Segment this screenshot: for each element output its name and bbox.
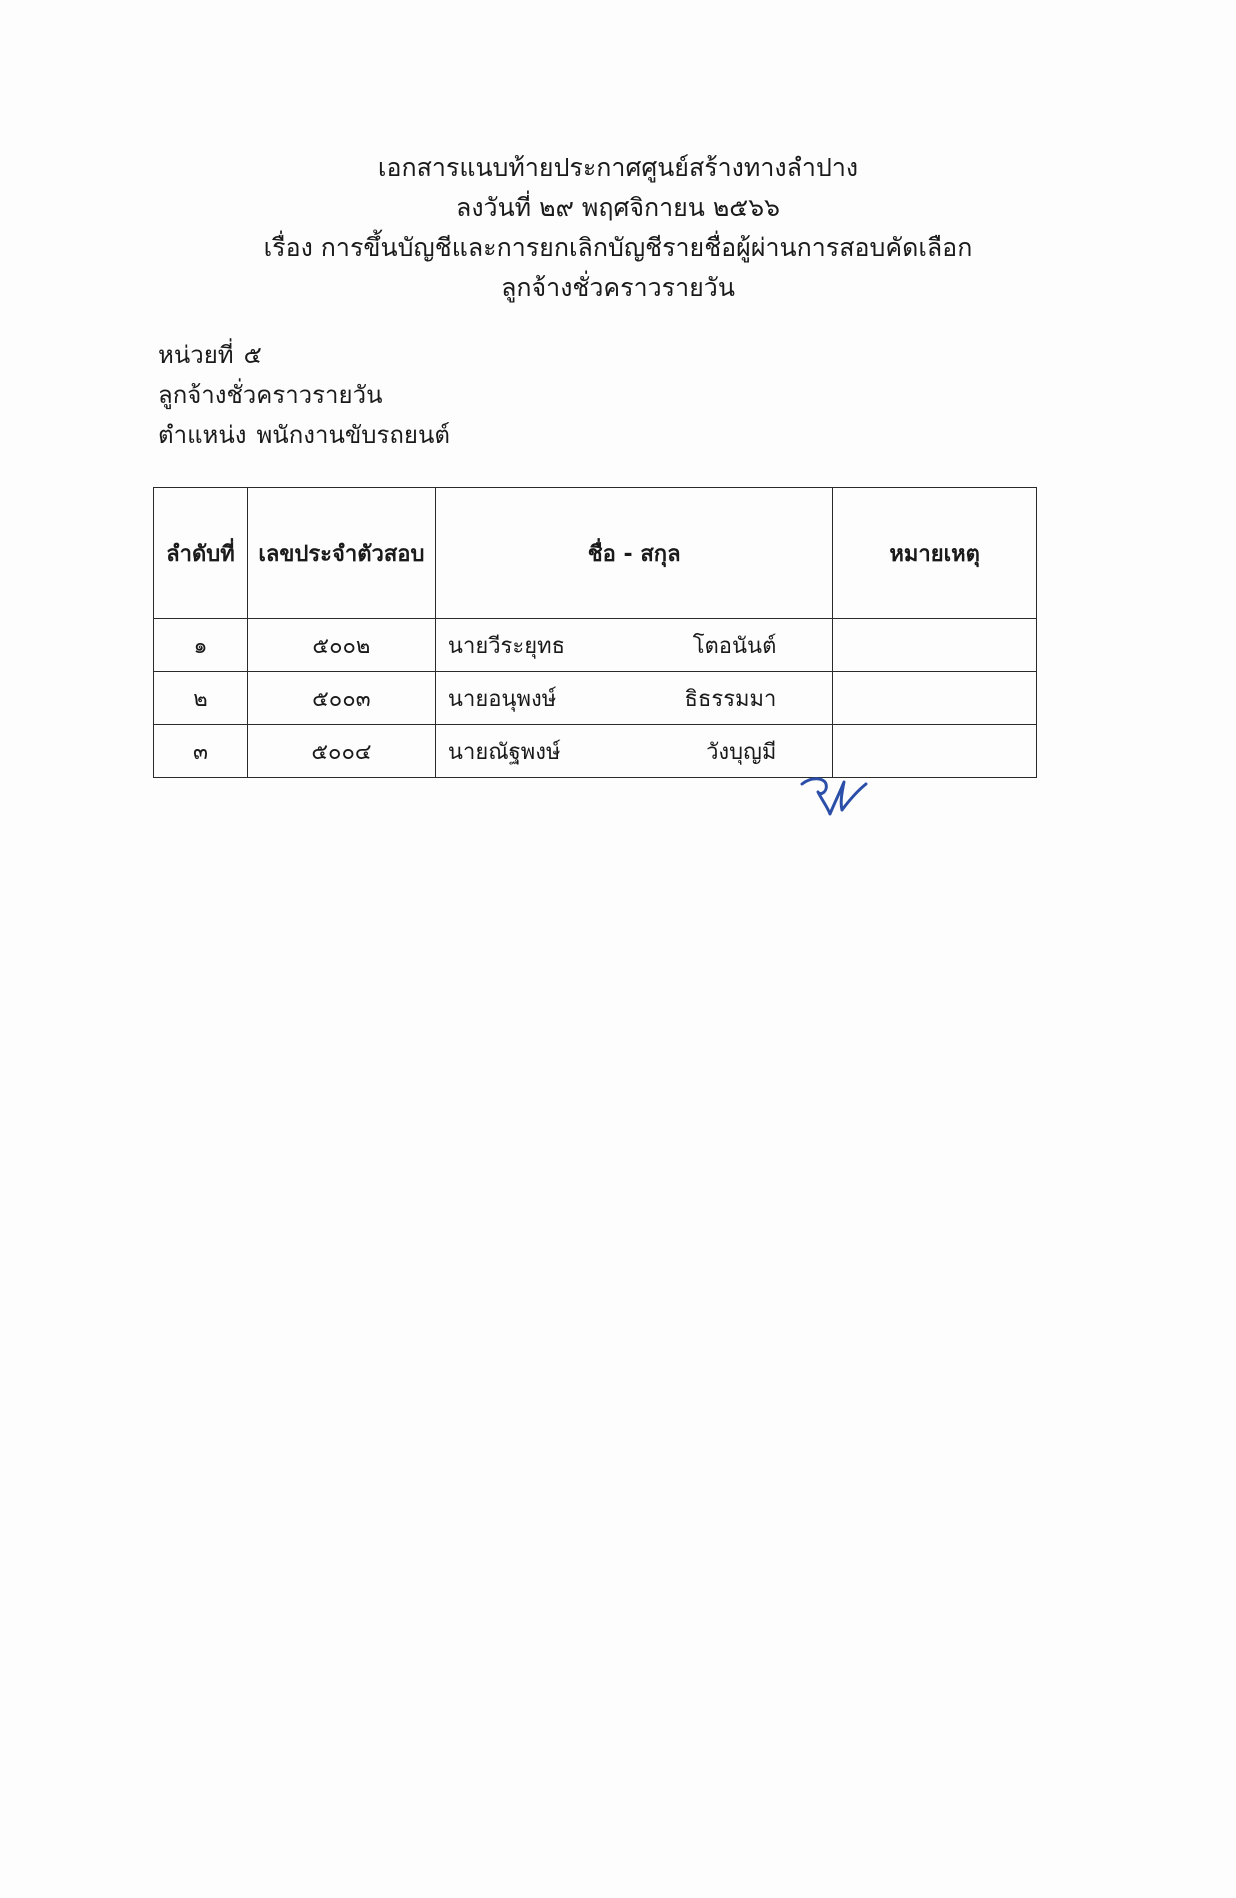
employment-type-line: ลูกจ้างชั่วคราวรายวัน: [158, 381, 383, 409]
signature-mark: [800, 770, 870, 820]
unit-label: หน่วยที่: [158, 341, 234, 369]
header-title: เอกสารแนบท้ายประกาศศูนย์สร้างทางลำปาง: [377, 153, 859, 182]
first-name: นายอนุพงษ์: [447, 686, 557, 712]
cell-name: [435, 619, 832, 672]
unit-value: ๕: [243, 341, 262, 369]
cell-order: ๒: [154, 672, 248, 725]
position-value: พนักงานขับรถยนต์: [256, 421, 450, 449]
header-note: หมายเหตุ: [833, 488, 1037, 619]
signature-stroke: [802, 779, 866, 814]
document-header: [0, 148, 1236, 308]
cell-order: ๓: [154, 725, 248, 778]
cell-name: [435, 725, 832, 778]
cell-exam-id: ๕๐๐๔: [247, 725, 435, 778]
table-row: [154, 619, 1037, 672]
cell-note: [833, 619, 1037, 672]
cell-exam-id: ๕๐๐๒: [247, 619, 435, 672]
surname: ธิธรรมมา: [684, 686, 777, 712]
cell-order: ๑: [154, 619, 248, 672]
results-table: [153, 487, 1037, 778]
surname: โตอนันต์: [692, 633, 777, 659]
cell-exam-id: ๕๐๐๓: [247, 672, 435, 725]
header-subject: เรื่อง การขึ้นบัญชีและการยกเลิกบัญชีรายชื่อผู้ผ่านการสอบคัดเลือก: [263, 233, 973, 262]
header-employment-type: ลูกจ้างชั่วคราวรายวัน: [501, 273, 735, 302]
header-order: ลำดับที่: [154, 488, 248, 619]
cell-note: [833, 672, 1037, 725]
table-row: [154, 672, 1037, 725]
first-name: นายณัฐพงษ์: [447, 739, 561, 765]
table-header-row: [154, 488, 1037, 619]
cell-name: [435, 672, 832, 725]
document-meta: [158, 335, 450, 455]
header-exam-id: เลขประจำตัวสอบ: [247, 488, 435, 619]
position-label: ตำแหน่ง: [158, 421, 247, 449]
table-row: [154, 725, 1037, 778]
position-line: [158, 415, 450, 455]
header-name: ชื่อ - สกุล: [435, 488, 832, 619]
unit-line: [158, 335, 450, 375]
header-date: ลงวันที่ ๒๙ พฤศจิกายน ๒๕๖๖: [456, 193, 780, 222]
first-name: นายวีระยุทธ: [447, 633, 566, 659]
surname: วังบุญมี: [706, 739, 777, 765]
